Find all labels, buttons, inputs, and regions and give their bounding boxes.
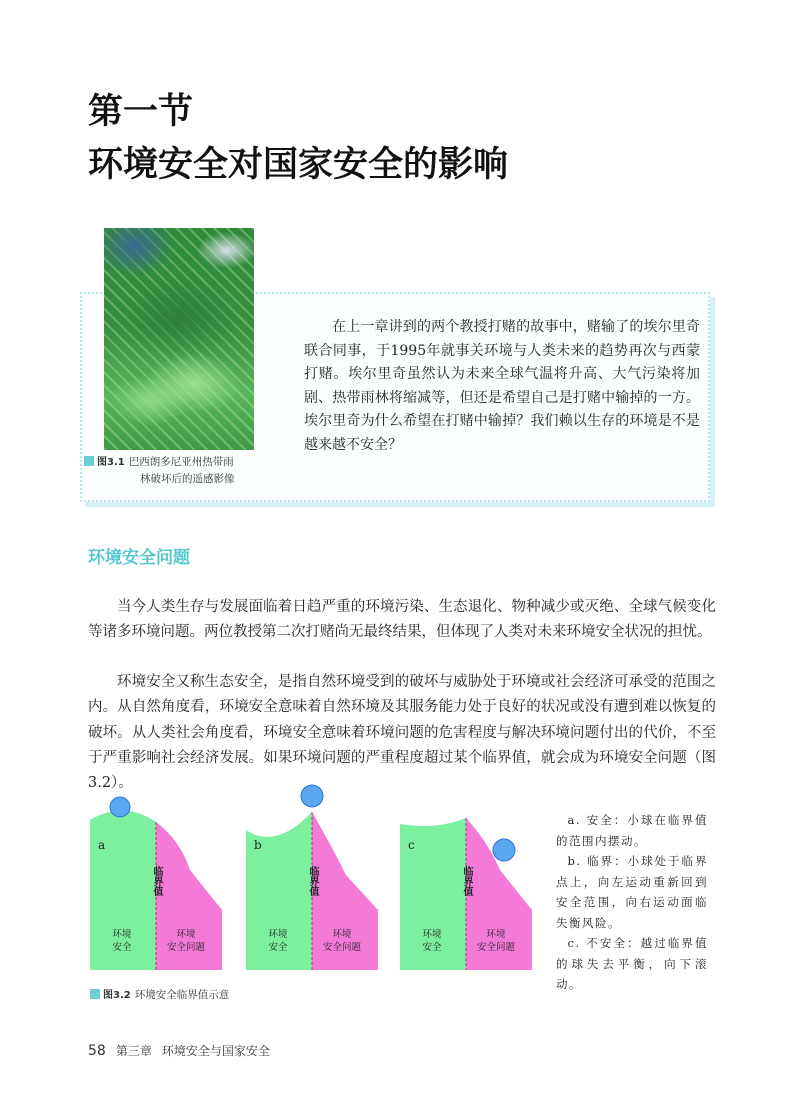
satellite-image (104, 228, 254, 450)
safe-label: 环境 安全 (422, 929, 442, 953)
ball-icon (493, 839, 515, 861)
section-heading: 环境安全问题 (88, 548, 190, 568)
page-footer (88, 1042, 270, 1059)
chapter-title: 环境安全与国家安全 (161, 1044, 270, 1058)
figure-3-1-caption (84, 454, 274, 488)
note-item: b. 临界：小球处于临界点上，向左运动重新回到安全范围，向右运动面临失衡风险。 (556, 854, 708, 930)
caption-line-2: 林破坏后的遥感影像 (140, 473, 235, 485)
intro-text: 在上一章讲到的两个教授打赌的故事中，赌输了的埃尔里奇联合同事，于1995年就事关环境与人类未来的趋势再次与西蒙打赌。埃尔里奇虽然认为未来全球气温将升高、大气污染将加剧、热带雨林将缩减等，但还是希望自己是打赌中输掉的一方。埃尔里奇为什么希望在打赌中输掉？我们赖以生存的环境是不是越来越不安全？ (304, 319, 700, 453)
unsafe-label: 环境 安全问题 (166, 929, 205, 953)
safe-label: 环境 安全 (112, 929, 132, 953)
section-title (88, 86, 508, 192)
panel-letter: a (98, 838, 106, 852)
caption-text: 环境安全临界值示意 (134, 989, 230, 1001)
unsafe-label: 环境 安全问题 (476, 929, 515, 953)
section-name: 环境安全对国家安全的影响 (88, 145, 509, 185)
figure-label: 图3.2 (103, 990, 131, 1001)
threshold-label: 临界值 (307, 866, 318, 896)
body-paragraph: 环境安全又称生态安全，是指自然环境受到的破坏与威胁处于环境或社会经济可承受的范围之内。从自然角度看，环境安全意味着自然环境及其服务能力处于良好的状况或没有遭到难以恢复的破坏。从人类社会角度看，环境安全意味着环境问题的危害程度与解决环境问题付出的代价，不至于严重影响社会经济发展。如果环境问题的严重程度超过某个临界值，就会成为环境安全问题（图3.2）。 (88, 674, 716, 792)
panel-letter: b (254, 838, 262, 852)
safe-label: 环境 安全 (268, 929, 288, 953)
panel-letter: c (408, 838, 415, 852)
threshold-label: 临界值 (461, 866, 472, 896)
threshold-label: 临界值 (151, 866, 162, 896)
section-number: 第一节 (88, 92, 194, 132)
diagram-panel-b (246, 800, 378, 970)
ball-icon (110, 797, 130, 817)
note-item: a. 安全：小球在临界值的范围内摆动。 (556, 813, 708, 848)
chapter-label: 第三章 (115, 1044, 152, 1058)
note-item: c. 不安全：越过临界值的球失去平衡，向下滚动。 (556, 936, 708, 991)
page-number: 58 (88, 1043, 106, 1059)
caption-square-icon (90, 989, 100, 999)
caption-square-icon (84, 456, 94, 466)
figure-3-2-caption (90, 986, 229, 1002)
diagram-panel-c (400, 800, 532, 970)
diagram-panel-a (90, 800, 222, 970)
body-paragraph: 当今人类生存与发展面临着日趋严重的环境污染、生态退化、物种减少或灭绝、全球气候变化等诸多环境问题。两位教授第二次打赌尚无最终结果，但体现了人类对未来环境安全状况的担忧。 (88, 599, 716, 641)
unsafe-label: 环境 安全问题 (322, 929, 361, 953)
diagram-notes (556, 810, 708, 995)
figure-label: 图3.1 (97, 457, 125, 468)
caption-line-1: 巴西朗多尼亚州热带雨 (128, 456, 234, 468)
ball-icon (301, 785, 323, 807)
